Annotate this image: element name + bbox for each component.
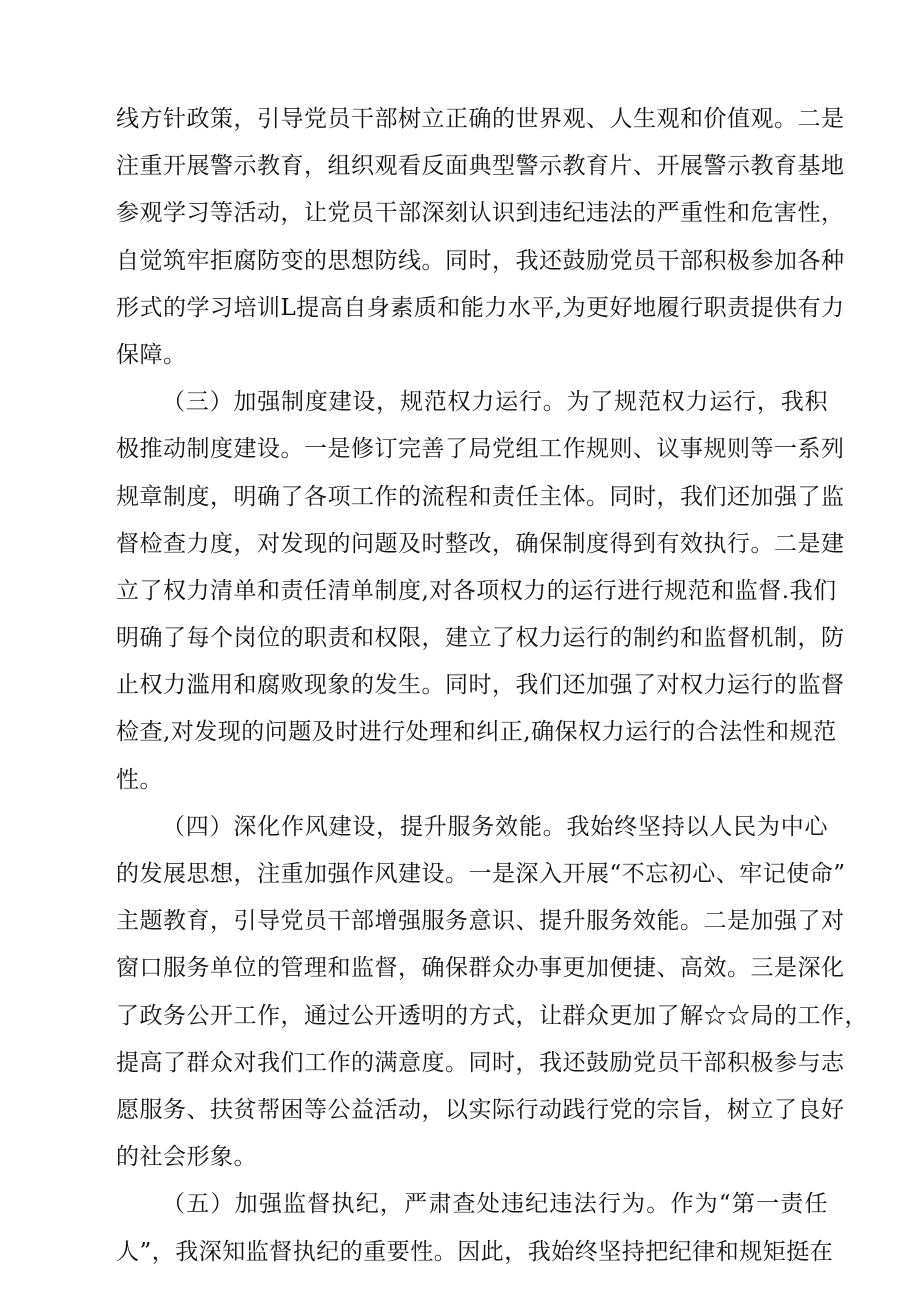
paragraph-section-4 <box>116 804 868 1182</box>
document-page <box>116 96 868 1276</box>
text-line: 线方针政策，引导党员干部树立正确的世界观、人生观和价值观。二是 <box>116 106 845 132</box>
text-line: 极推动制度建设。一是修订完善了局党组工作规则、议事规则等一系列 <box>116 436 845 463</box>
text-line: 保障。 <box>116 341 187 368</box>
text-line: 性。 <box>116 766 163 793</box>
text-line: 愿服务、扶贫帮困等公益活动，以实际行动践行党的宗旨，树立了良好 <box>116 1096 845 1123</box>
text-line: 形式的学习培训L提高自身素质和能力水平,为更好地履行职责提供有力 <box>116 294 845 321</box>
text-line: 立了权力清单和责任清单制度,对各项权力的运行进行规范和监督.我们 <box>116 577 837 604</box>
text-line: 的社会形象。 <box>116 1144 257 1171</box>
text-line: 主题教育，引导党员干部增强服务意识、提升服务效能。二是加强了对 <box>116 908 845 935</box>
text-line: 的发展思想，注重加强作风建设。一是深入开展“不忘初心、牢记使命” <box>116 861 846 887</box>
text-line: 止权力滥用和腐败现象的发生。同时，我们还加强了对权力运行的监督 <box>116 672 845 699</box>
text-line: 了政务公开工作，通过公开透明的方式，让群众更加了解☆☆局的工作， <box>116 1002 868 1029</box>
text-line: 检查,对发现的问题及时进行处理和纠正,确保权力运行的合法性和规范 <box>116 719 837 746</box>
text-line: 参观学习等活动，让党员干部深刻认识到违纪违法的严重性和危害性， <box>116 200 845 227</box>
section-heading-line: （四）深化作风建设，提升服务效能。我始终坚持以人民为中心 <box>162 813 828 840</box>
text-line: 提高了群众对我们工作的满意度。同时，我还鼓励党员干部积极参与志 <box>116 1049 845 1076</box>
section-heading-line: （五）加强监督执纪，严肃查处违纪违法行为。作为“第一责任 <box>162 1191 828 1218</box>
section-heading-line: （三）加强制度建设，规范权力运行。为了规范权力运行，我积 <box>162 389 828 416</box>
paragraph-section-3 <box>116 379 845 804</box>
text-line: 明确了每个岗位的职责和权限，建立了权力运行的制约和监督机制，防 <box>116 625 845 652</box>
text-line: 自觉筑牢拒腐防变的思想防线。同时，我还鼓励党员干部积极参加各种 <box>116 247 845 274</box>
text-line: 规章制度，明确了各项工作的流程和责任主体。同时，我们还加强了监 <box>116 483 845 510</box>
paragraph-section-5 <box>116 1181 834 1275</box>
text-line: 人”，我深知监督执纪的重要性。因此，我始终坚持把纪律和规矩挺在 <box>116 1238 834 1265</box>
text-line: 督检查力度，对发现的问题及时整改，确保制度得到有效执行。二是建 <box>116 530 845 557</box>
text-line: 窗口服务单位的管理和监督，确保群众办事更加便捷、高效。三是深化 <box>116 955 845 982</box>
text-line: 注重开展警示教育，组织观看反面典型警示教育片、开展警示教育基地 <box>116 153 845 180</box>
paragraph-1 <box>116 96 845 379</box>
